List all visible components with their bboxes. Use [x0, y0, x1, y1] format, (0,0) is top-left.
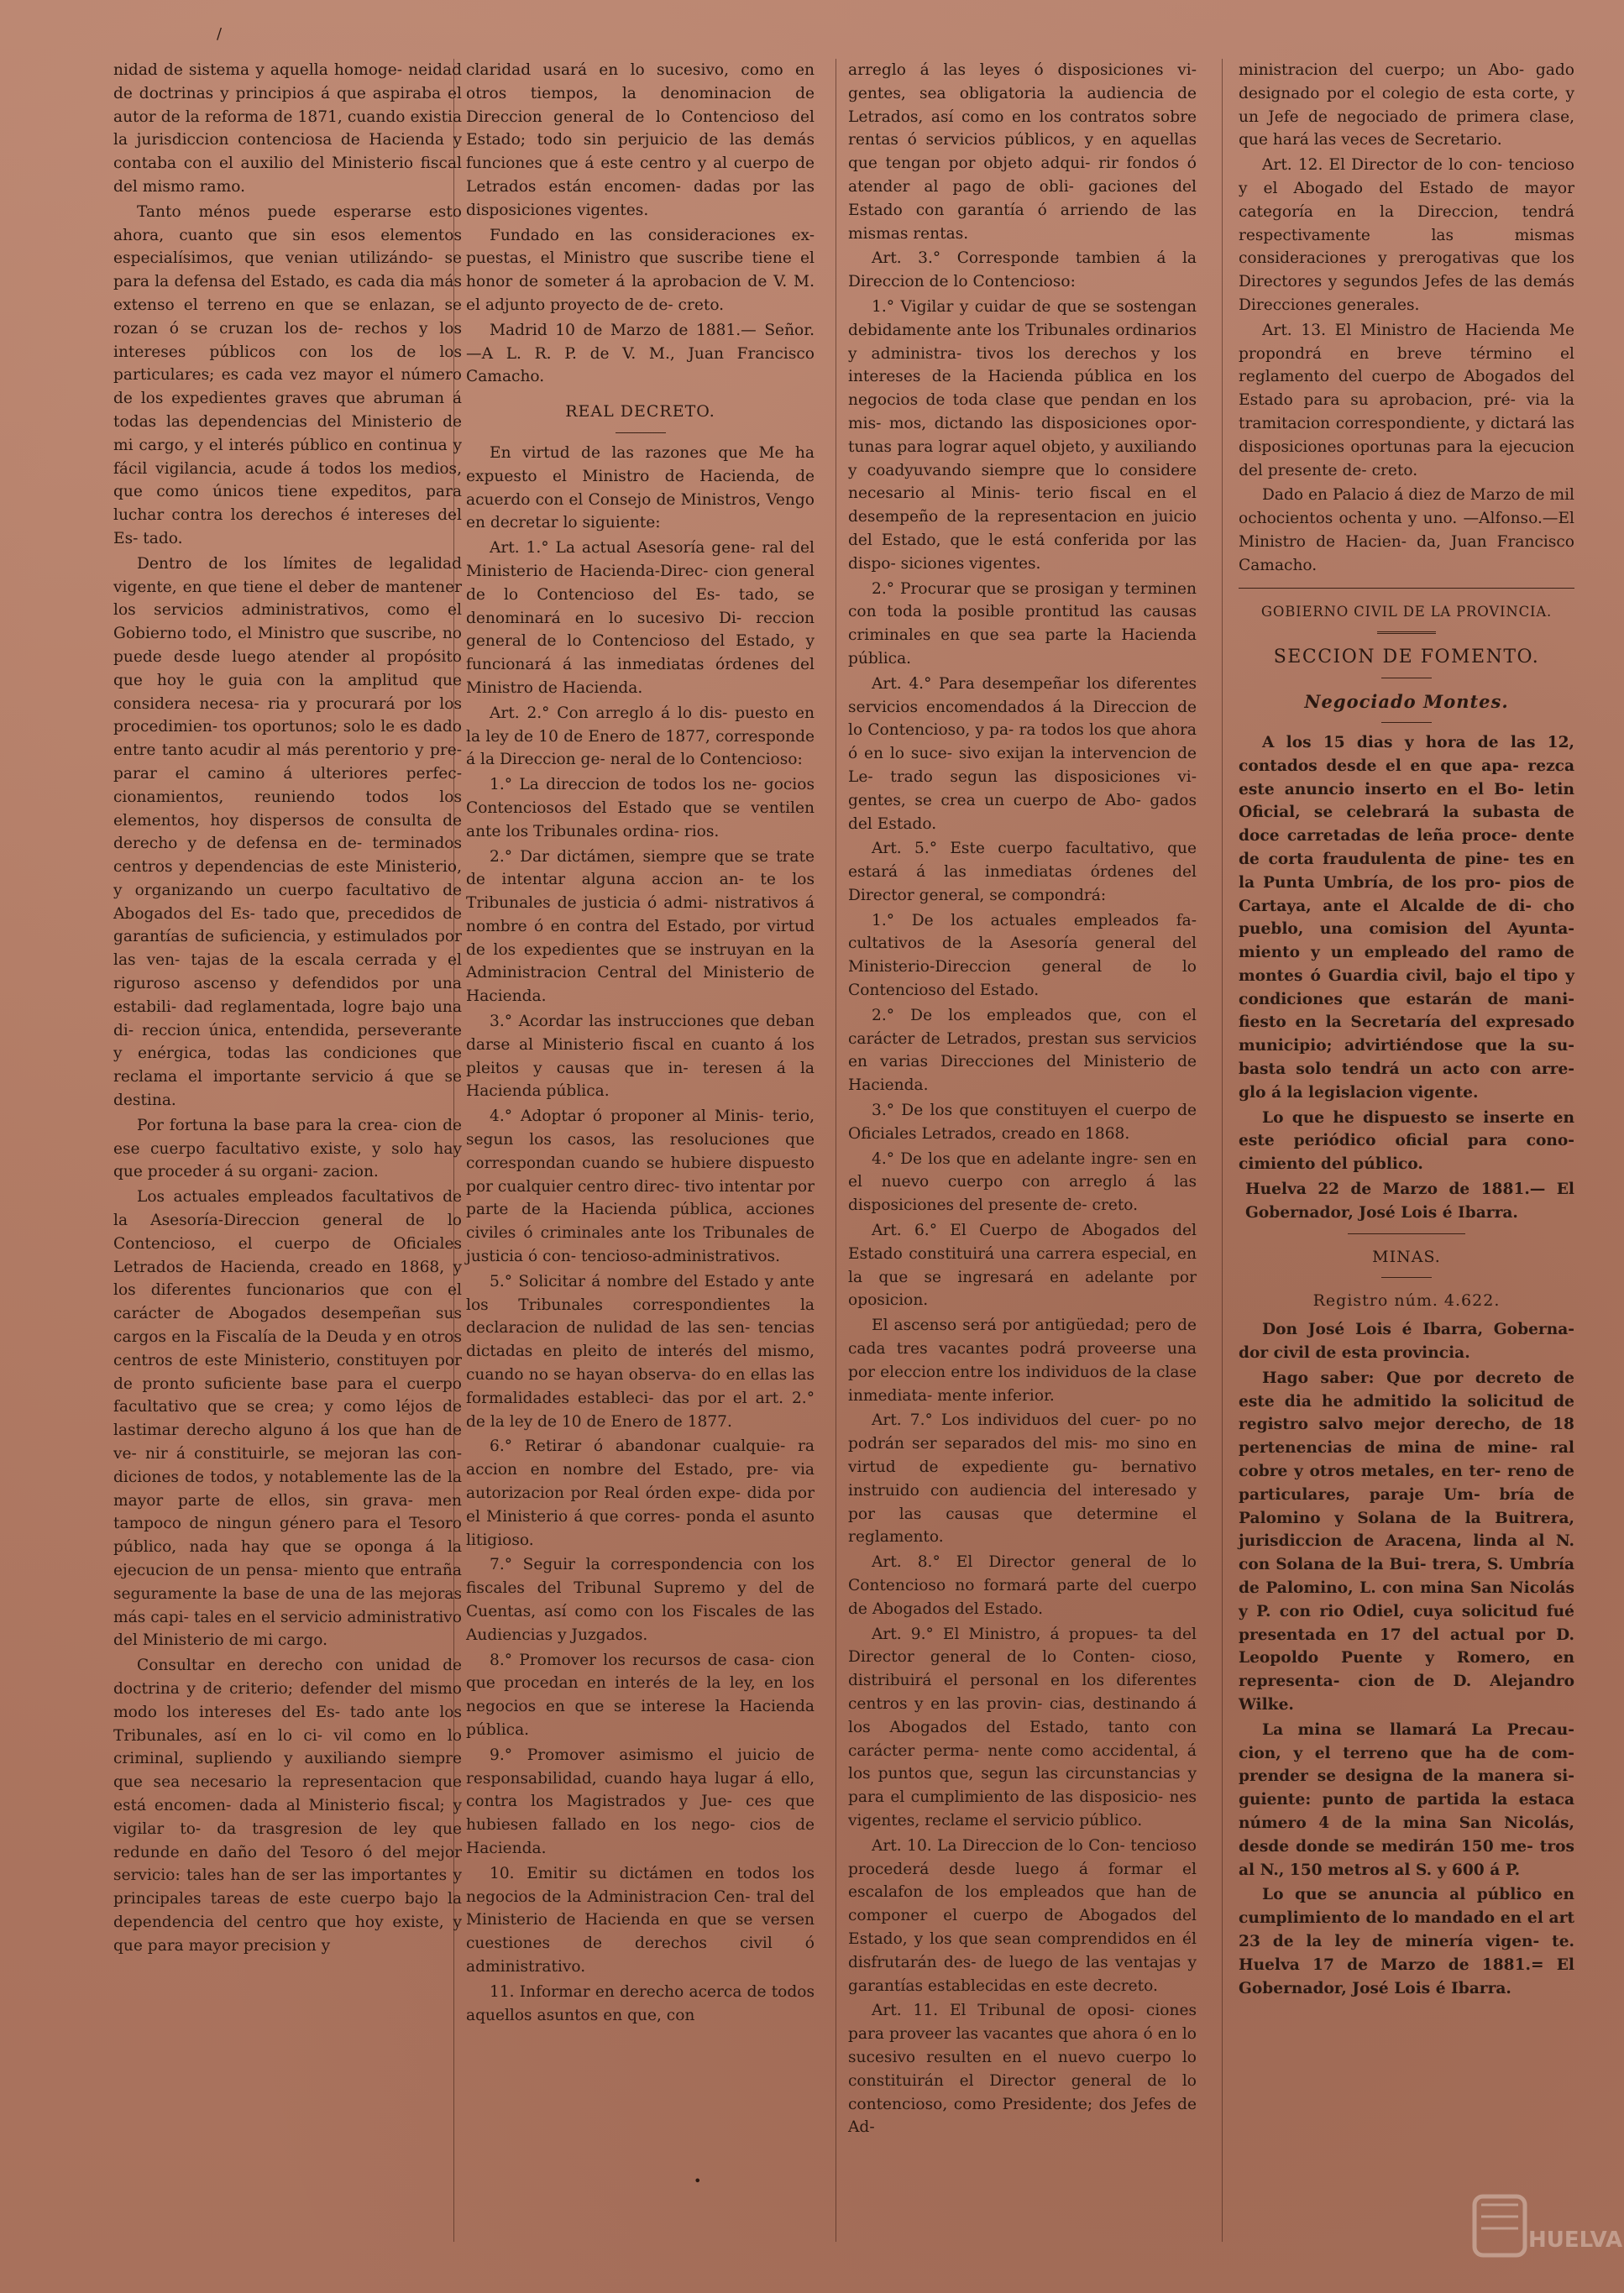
paragraph: Art. 5.° Este cuerpo facultativo, que estará á las inmediatas órdenes del Director general, se compondrá:	[848, 840, 1197, 904]
paragraph: 1.° De los actuales empleados fa- cultativos de la Asesoría general del Ministerio-Direccion general de lo Contencioso del Estado.	[848, 911, 1197, 1000]
divider	[1381, 722, 1432, 723]
paragraph: Tanto ménos puede esperarse esto ahora, cuanto que sin esos elementos especialísimos, que venian utilizándo- se para la defensa del Estado, es cada dia más extenso el terreno en que se enlazan, se rozan ó se cruzan los de- rechos y los intereses públicos con los de los particulares; es cada vez mayor el número de los expedientes graves que abruman á todas las dependencias del Ministerio de mi cargo, y el interés público en continua y fácil vigilancia, acude á todos los medios, que como únicos tiene expeditos, para luchar contra los derechos é intereses del Es- tado.	[113, 202, 462, 547]
paragraph: Los actuales empleados facultativos de la Asesoría-Direccion general de lo Contencioso, el cuerpo de Oficiales Letrados de Hacienda, creado en 1868, y los diferentes funcionarios que con el carácter de Abogados desempeñan sus cargos en la Fiscalía de la Deuda y en otros centros de este Ministerio, constituyen por de pronto suficiente base para el cuerpo facultativo que se crea; y como léjos de lastimar derecho alguno á los que han de ve- nir á constituirle, se mejoran las con- diciones de todos, y notablemente las de la mayor parte de ellos, sin grava- men tampoco de ningun género para el Tesoro público, nada hay que se oponga á la ejecucion de un pensa- miento que entraña seguramente la base de una de las mejoras más capi- tales en el servicio administrativo del Ministerio de mi cargo.	[113, 1188, 462, 1650]
paragraph: Art. 6.° El Cuerpo de Abogados del Estado constituirá una carrera especial, en la que se ingresará en adelante por oposicion.	[848, 1222, 1197, 1310]
paragraph: Art. 4.° Para desempeñar los diferentes servicios encomendados á la Direccion de lo Contencioso, y pa- ra todos los que ahora ó en lo suce- sivo exijan la intervencion de Le- trado segun las disposiciones vi- gentes, se crea un cuerpo de Abo- gados del Estado.	[848, 674, 1197, 833]
paragraph: Lo que he dispuesto se inserte en este periódico oficial para cono- cimiento del público.	[1239, 1108, 1574, 1174]
paragraph: 3.° De los que constituyen el cuerpo de Oficiales Letrados, creado en 1868.	[848, 1102, 1197, 1143]
paragraph: 9.° Promover asimismo el juicio de responsabilidad, cuando haya lugar á ello, contra los Magistrados y Jue- ces que hubiesen fallado en los nego- cios de Hacienda.	[466, 1746, 815, 1857]
column-3	[848, 59, 1197, 2141]
paragraph: claridad usará en lo sucesivo, como en otros tiempos, la denominacion de Direccion general de lo Contencioso del Estado; todo sin perjuicio de las demás funciones que á este centro y al cuerpo de Letrados están encomen- dadas por las disposiciones vigentes.	[466, 61, 815, 219]
paragraph: Fundado en las consideraciones ex- puestas, el Ministro que suscribe tiene el honor de someter á la aprobacion de V. M. el adjunto proyecto de de- creto.	[466, 226, 815, 314]
paragraph: 10. Emitir su dictámen en todos los negocios de la Administracion Cen- tral del Ministerio de Hacienda en que se versen cuestiones de derechos civil ó administrativo.	[466, 1864, 815, 1976]
paragraph: 6.° Retirar ó abandonar cualquie- ra accion en nombre del Estado, pre- via autorizacion por Real órden expe- dida por el Ministerio á que corres- ponda el asunto litigioso.	[466, 1437, 815, 1549]
paragraph: arreglo á las leyes ó disposiciones vi- gentes, sea obligatoria la audiencia de Letrados, así como en los contratos sobre rentas ó servicios públicos, y en aquellas que tengan por objeto adqui- rir fondos ó atender al pago de obli- gaciones del Estado con garantía ó arriendo de las mismas rentas.	[848, 61, 1197, 243]
paragraph: Hago saber: Que por decreto de este dia he admitido la solicitud de registro salvo mejor derecho, de 18 pertenencias de mina de mine- ral cobre y otros metales, en ter- reno de particulares, paraje Um- bría de Palomino y Solana de la Buitrera, jurisdiccion de Aracena, linda al N. con Solana de la Bui- trera, S. Umbría de Palomino, L. con mina San Nicolás y P. con rio Odiel, cuya solicitud fué presentada en 17 del actual por D. Leopoldo Puente y Romero, en representa- cion de D. Alejandro Wilke.	[1239, 1369, 1574, 1714]
paragraph: 3.° Acordar las instrucciones que deban darse al Ministerio fiscal en cuanto á los pleitos y causas que in- teresen á la Hacienda pública.	[466, 1013, 815, 1101]
paragraph: 1.° La direccion de todos los ne- gocios Contenciosos del Estado que se ventilen ante los Tribunales ordina- rios.	[466, 776, 815, 840]
paragraph: Art. 1.° La actual Asesoría gene- ral del Ministerio de Hacienda-Direc- cion general de lo Contencioso del Es- tado, se denominará en lo sucesivo Di- reccion general de lo Contencioso del Estado, y funcionará á las inmediatas órdenes del Ministro de Hacienda.	[466, 539, 815, 697]
paragraph: La mina se llamará La Precau- cion, y el terreno que ha de com- prender se designa de la manera si- guiente: punto de partida la estaca número 4 de la mina San Nicolás, desde donde se medirán 150 me- tros al N., 150 metros al S. y 600 á P.	[1239, 1720, 1574, 1879]
signature: Huelva 22 de Marzo de 1881.— El Gobernador, José Lois é Ibarra.	[1245, 1181, 1574, 1222]
paragraph: Por fortuna la base para la crea- cion de ese cuerpo facultativo existe, y solo hay que proceder á su organi- zacion.	[113, 1116, 462, 1181]
paragraph: Art. 10. La Direccion de lo Con- tencioso procederá desde luego á formar el escalafon de los empleados que han de componer el cuerpo de Abogados del Estado, y los que sean comprendidos en él disfrutarán des- de luego de las ventajas y garantías establecidas en este decreto.	[848, 1836, 1197, 1995]
paragraph: 2.° Procurar que se prosigan y terminen con toda la posible prontitud las causas criminales en que sea parte la Hacienda pública.	[848, 579, 1197, 667]
paragraph: Madrid 10 de Marzo de 1881.— Señor. —A L. R. P. de V. M., Juan Francisco Camacho.	[466, 321, 815, 386]
paragraph: Art. 8.° El Director general de lo Contencioso no formará parte del cuerpo de Abogados del Estado.	[848, 1553, 1197, 1618]
paragraph: 5.° Solicitar á nombre del Estado y ante los Tribunales correspondientes la declaracion de nulidad de las sen- tencias dictadas en pleito de interés del mismo, cuando no se hayan observa- do en ellas las formalidades estableci- das por el art. 2.° de la ley de 10 de Enero de 1877.	[466, 1272, 815, 1431]
folio-mark: •	[694, 2173, 702, 2189]
paragraph: ministracion del cuerpo; un Abo- gado designado por el colegio de esta corte, y un Jefe de negociado de primera clase, que hará las veces de Secretario.	[1239, 61, 1574, 149]
paragraph: 1.° Vigilar y cuidar de que se sostengan debidamente ante los Tribunales ordinarios y administra- tivos los derechos y los intereses de la Hacienda pública en los negocios de toda clase que pendan en los mis- mos, dictando las disposiciones opor- tunas para lograr aquel objeto, y auxiliando y coadyuvando siempre que lo considere necesario al Minis- terio fiscal en el desempeño de la representacion en juicio del Estado, que le está conferida por las dispo- siciones vigentes.	[848, 297, 1197, 573]
paragraph: Art. 3.° Corresponde tambien á la Direccion de lo Contencioso:	[848, 249, 1197, 291]
paragraph: Art. 7.° Los individuos del cuer- po no podrán ser separados del mis- mo sino en virtud de expediente gu- bernativo instruido con audiencia del interesado y por las causas que determine el reglamento.	[848, 1411, 1197, 1547]
paragraph: Art. 13. El Ministro de Hacienda Me propondrá en breve término el reglamento del cuerpo de Abogados del Estado para su aprobacion, pré- via la tramitacion correspondiente, y dictará las disposiciones oportunas para la ejecucion del presente de- creto.	[1239, 321, 1574, 479]
paragraph: 2.° Dar dictámen, siempre que se trate de intentar alguna accion an- te los Tribunales de justicia ó admi- nistrativos á nombre ó en contra del Estado, por virtud de los expedientes que se instruyan en la Administracion Central del Ministerio de Hacienda.	[466, 847, 815, 1006]
paragraph: Art. 9.° El Ministro, á propues- ta del Director general de lo Conten- cioso, distribuirá el personal en los diferentes centros y en las provin- cias, destinando á los Abogados del Estado, tanto con carácter perma- nente como accidental, á los puntos que, segun las circunstancias y para el cumplimiento de las disposicio- nes vigentes, reclame el servicio público.	[848, 1625, 1197, 1830]
column-2	[466, 59, 815, 2029]
divider	[1348, 1233, 1465, 1234]
paragraph: Dentro de los límites de legalidad vigente, en que tiene el deber de mantener los servicios administrativos, como el Gobierno todo, el Ministro que suscribe, no puede desde luego atender al propósito que hoy le guia con la amplitud que considera necesa- ria y procurará por los procedimien- tos oportunos; solo le es dado entre tanto acudir al más perentorio y pre- parar el camino á ulteriores perfec- cionamientos, reuniendo todos los elementos, hoy dispersos de consulta de derecho y de defensa en de- terminados centros y dependencias de este Ministerio, y organizando un cuerpo facultativo de Abogados del Es- tado que, precedidos de garantías de suficiencia, y estimulados por las ven- tajas de la escala cerrada y el riguroso ascenso y defendidos por una estabili- dad reglamentada, logre bajo una di- reccion única, entendida, perseverante y enérgica, todas las condiciones que reclama el importante servicio á que se destina.	[113, 554, 462, 1110]
paragraph: 7.° Seguir la correspondencia con los fiscales del Tribunal Supremo y del de Cuentas, así como con los Fiscales de las Audiencias y Juzgados.	[466, 1556, 815, 1644]
negociado-heading: Negociado Montes.	[1304, 691, 1509, 713]
margin-mark: /	[217, 25, 223, 43]
registro-heading: Registro núm. 4.622.	[1312, 1291, 1501, 1311]
paragraph: Don José Lois é Ibarra, Goberna- dor civil de esta provincia.	[1239, 1321, 1574, 1363]
archive-watermark-icon	[1469, 2166, 1623, 2284]
paragraph: Consultar en derecho con unidad de doctrina y de criterio; defender del mismo modo los intereses del Es- tado ante los Tribunales, así en lo ci- vil como en lo criminal, supliendo y auxiliando siempre que sea necesario la representacion que está encomen- dada al Ministerio fiscal; y vigilar to- da trasgresion de ley que redunde en daño del Tesoro ó del mejor servicio: tales han de ser las importantes y principales tareas de este cuerpo bajo la dependencia del centro que hoy existe, y que para mayor precision y	[113, 1657, 462, 1955]
divider	[1381, 1277, 1432, 1278]
section-rule	[1239, 588, 1574, 589]
minas-heading: MINAS.	[1372, 1247, 1441, 1266]
divider	[1377, 631, 1436, 634]
paragraph: 11. Informar en derecho acerca de todos aquellos asuntos en que, con	[466, 1982, 815, 2024]
seccion-fomento-heading: SECCION DE FOMENTO.	[1273, 647, 1540, 668]
paragraph: 4.° De los que en adelante ingre- sen en el nuevo cuerpo con arreglo á las disposiciones del presente de- creto.	[848, 1149, 1197, 1215]
column-4	[1239, 59, 1574, 2002]
paragraph: Dado en Palacio á diez de Marzo de mil ochocientos ochenta y uno. —Alfonso.—El Ministro de Hacien- da, Juan Francisco Camacho.	[1239, 486, 1574, 574]
gobierno-civil-heading: GOBIERNO CIVIL DE LA PROVINCIA.	[1260, 603, 1553, 620]
watermark-label: HUELVA	[1528, 2228, 1623, 2253]
paragraph: Art. 11. El Tribunal de oposi- ciones para proveer las vacantes que ahora ó en lo sucesivo resulten en el nuevo cuerpo lo constituirán el Director general de lo contencioso, como Presidente; dos Jefes de Ad-	[848, 2002, 1197, 2137]
paragraph: 8.° Promover los recursos de casa- cion que procedan en interés de la ley, en los negocios en que se interese la Hacienda pública.	[466, 1651, 815, 1739]
paragraph: 2.° De los empleados que, con el carácter de Letrados, prestan sus servicios en varias Direcciones del Ministerio de Hacienda.	[848, 1006, 1197, 1095]
paragraph: Art. 12. El Director de lo con- tencioso y el Abogado del Estado de mayor categoría en la Direccion, tendrá respectivamente las mismas consideraciones y prerogativas que los Directores y segundos Jefes de las demás Direcciones generales.	[1239, 156, 1574, 314]
column-1	[113, 59, 462, 1960]
paragraph: 4.° Adoptar ó proponer al Minis- terio, segun los casos, las resoluciones que correspondan cuando se hubiere dispuesto por cualquier centro direc- tivo intentar por parte de la Hacienda pública, acciones civiles ó criminales ante los Tribunales de justicia ó con- tencioso-administrativos.	[466, 1107, 815, 1266]
paragraph: Lo que se anuncia al público en cumplimiento de lo mandado en el art 23 de la ley de minería vigen- te. Huelva 17 de Marzo de 1881.= El Gobernador, José Lois é Ibarra.	[1239, 1886, 1574, 1997]
paragraph: Art. 2.° Con arreglo á lo dis- puesto en la ley de 10 de Enero de 1877, corresponde á la Direccion ge- neral de lo Contencioso:	[466, 704, 815, 769]
paragraph: nidad de sistema y aquella homoge- neidad de doctrinas y principios á que aspiraba el autor de la reforma de 1871, cuando existia la jurisdiccion contenciosa de Hacienda y contaba con el auxilio del Ministerio fiscal del mismo ramo.	[113, 61, 462, 196]
real-decreto-heading: REAL DECRETO.	[565, 402, 715, 421]
column-rule	[1222, 59, 1223, 2242]
paragraph: En virtud de las razones que Me ha expuesto el Ministro de Hacienda, de acuerdo con el Consejo de Ministros, Vengo en decretar lo siguiente:	[466, 443, 815, 532]
divider	[616, 432, 666, 433]
paragraph: El ascenso será por antigüedad; pero de cada tres vacantes podrá proveerse una por eleccion entre los individuos de la clase inmediata- mente inferior.	[848, 1317, 1197, 1405]
paragraph: A los 15 dias y hora de las 12, contados desde el en que apa- rezca este anuncio inserto en el Bo- letin Oficial, se celebrará la subasta de doce carretadas de leña proce- dente de corta fraudulenta de pine- tes en la Punta Umbría, de los pro- pios de Cartaya, ante el Alcalde de di- cho pueblo, una comision del Ayunta- miento y un empleado del ramo de montes ó Guardia civil, bajo el tipo y condiciones que estarán de mani- fiesto en la Secretaría del expresado municipio; advirtiéndose que la su- basta solo tendrá un acto con arre- glo á la legislacion vigente.	[1239, 733, 1574, 1102]
